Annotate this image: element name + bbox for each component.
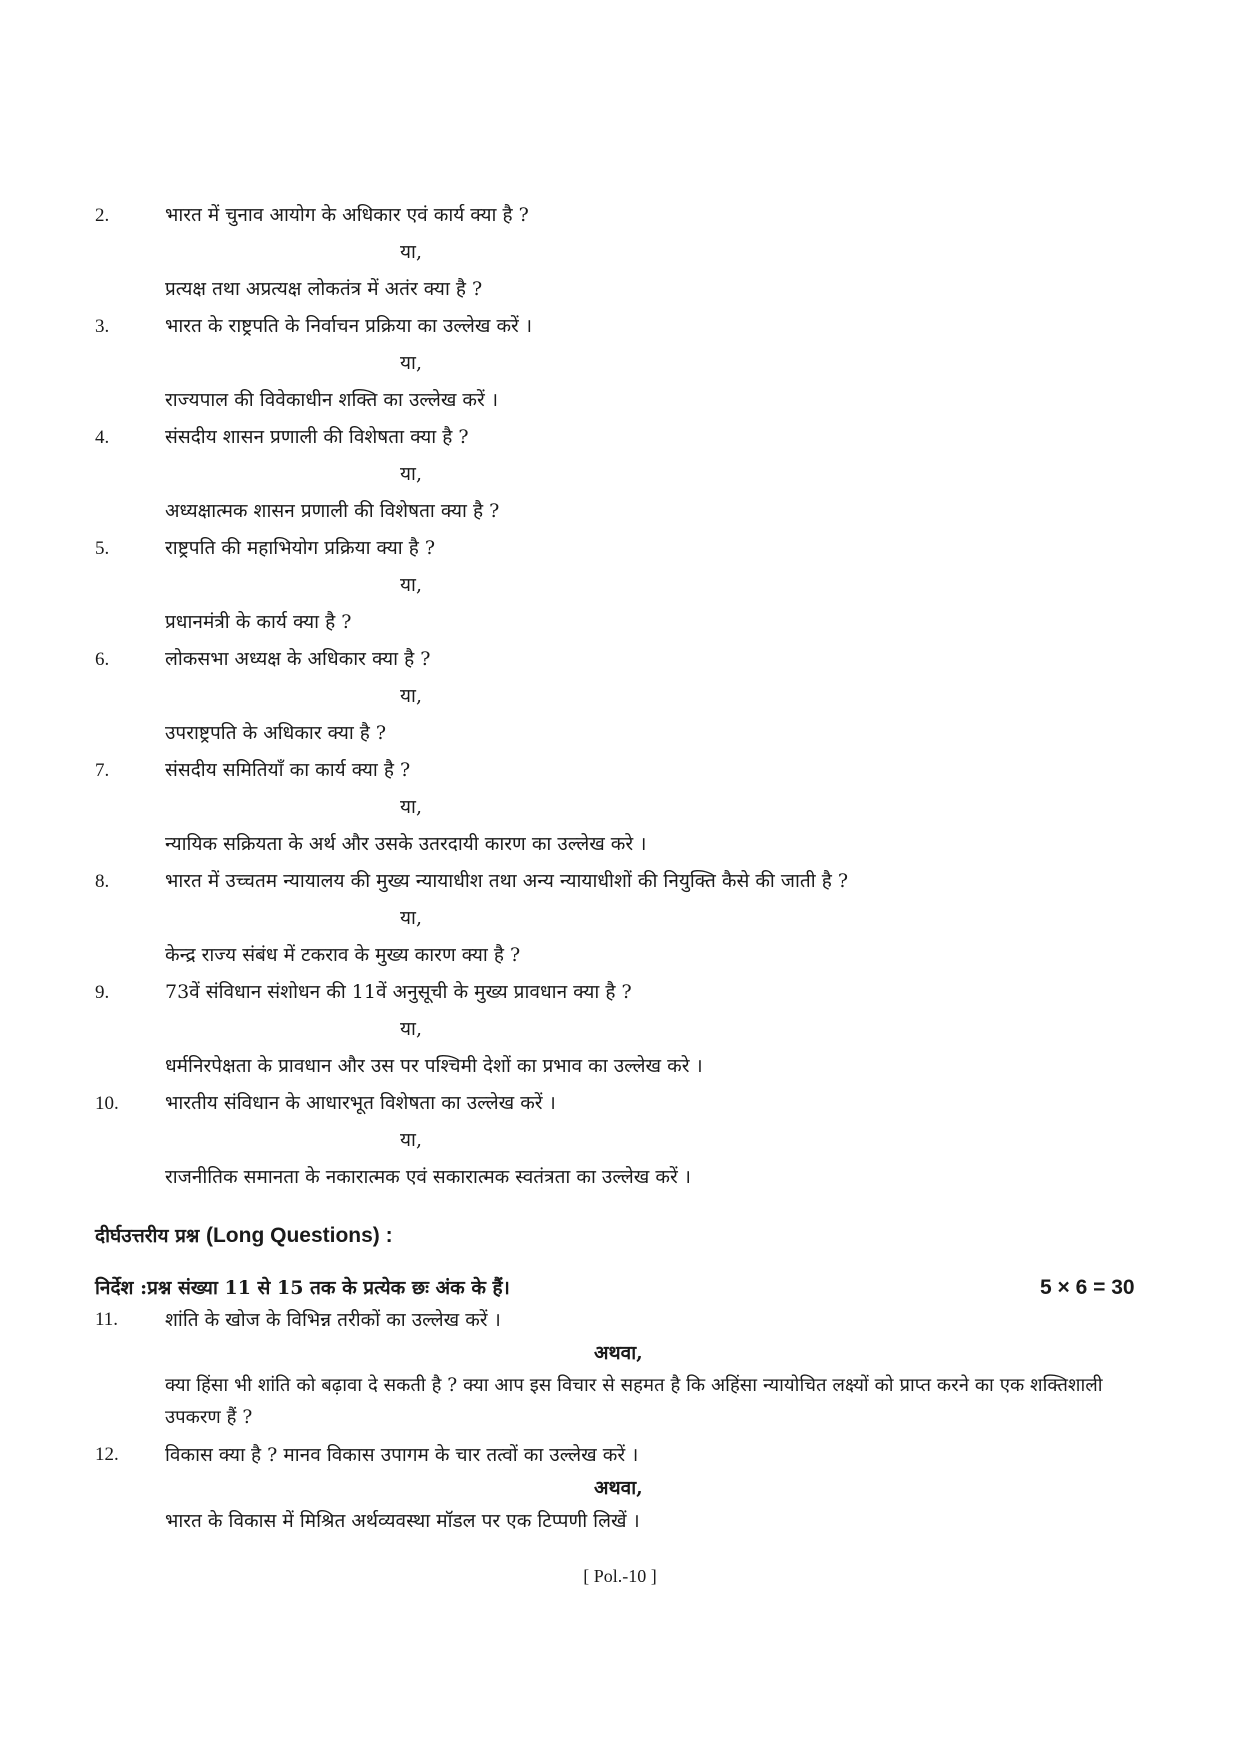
question-item	[95, 752, 1155, 789]
question-number: 12.	[95, 1444, 119, 1465]
or-label: या,	[400, 1018, 422, 1040]
question-number: 8.	[95, 871, 110, 892]
marks-total: 5 × 6 = 30	[1040, 1276, 1135, 1299]
question-number: 2.	[95, 205, 110, 226]
alternate-question: प्रधानमंत्री के कार्य क्या है ?	[165, 611, 352, 633]
alternate-question: उपराष्ट्रपति के अधिकार क्या है ?	[165, 722, 387, 744]
question-text: भारत के राष्ट्रपति के निर्वाचन प्रक्रिया का उल्लेख करें ।	[165, 315, 533, 337]
question-text: भारत में उच्चतम न्यायालय की मुख्य न्यायाधीश तथा अन्य न्यायाधीशों की नियुक्ति कैसे की जाती है ?	[165, 870, 849, 892]
section-heading	[95, 1221, 393, 1251]
question-text: शांति के खोज के विभिन्न तरीकों का उल्लेख करें ।	[165, 1309, 501, 1331]
section-heading-english: (Long Questions) :	[205, 1224, 393, 1247]
question-number: 9.	[95, 982, 110, 1003]
or-label: या,	[400, 241, 422, 263]
alternate-question: केन्द्र राज्य संबंध में टकराव के मुख्य कारण क्या है ?	[165, 944, 521, 966]
or-label: या,	[400, 1129, 422, 1151]
question-item	[95, 974, 1155, 1011]
question-item	[95, 863, 1155, 900]
question-text: लोकसभा अध्यक्ष के अधिकार क्या है ?	[165, 648, 431, 670]
or-label: अथवा,	[594, 1342, 643, 1364]
question-text: राष्ट्रपति की महाभियोग प्रक्रिया क्या है ?	[165, 537, 436, 559]
instruction-text: निर्देश :प्रश्न संख्या 11 से 15 तक के प्रत्येक छः अंक के हैं।	[95, 1277, 510, 1299]
question-text: भारतीय संविधान के आधारभूत विशेषता का उल्लेख करें ।	[165, 1092, 556, 1114]
or-label: या,	[400, 352, 422, 374]
question-item	[95, 530, 1155, 567]
question-number: 3.	[95, 316, 110, 337]
page-footer: [ Pol.-10 ]	[583, 1566, 657, 1586]
question-number: 10.	[95, 1093, 119, 1114]
or-label: या,	[400, 796, 422, 818]
question-text: विकास क्या है ? मानव विकास उपागम के चार तत्वों का उल्लेख करें ।	[165, 1444, 639, 1466]
question-text: संसदीय समितियाँ का कार्य क्या है ?	[165, 759, 411, 781]
question-item	[95, 641, 1155, 678]
question-number: 5.	[95, 538, 110, 559]
question-text: 73वें संविधान संशोधन की 11वें अनुसूची के मुख्य प्रावधान क्या है ?	[165, 981, 632, 1003]
question-text: भारत में चुनाव आयोग के अधिकार एवं कार्य क्या है ?	[165, 204, 529, 226]
section-heading-hindi: दीर्घउत्तरीय प्रश्न	[95, 1225, 200, 1247]
or-label: या,	[400, 907, 422, 929]
alternate-question: भारत के विकास में मिश्रित अर्थव्यवस्था मॉडल पर एक टिप्पणी लिखें ।	[165, 1510, 640, 1532]
alternate-question: राजनीतिक समानता के नकारात्मक एवं सकारात्मक स्वतंत्रता का उल्लेख करें ।	[165, 1166, 691, 1188]
question-text: संसदीय शासन प्रणाली की विशेषता क्या है ?	[165, 426, 469, 448]
question-number: 6.	[95, 649, 110, 670]
question-item	[95, 419, 1155, 456]
question-number: 4.	[95, 427, 110, 448]
or-label: या,	[400, 685, 422, 707]
question-item	[95, 1085, 1155, 1122]
alternate-question: धर्मनिरपेक्षता के प्रावधान और उस पर पश्चिमी देशों का प्रभाव का उल्लेख करे ।	[165, 1055, 703, 1077]
or-label: अथवा,	[594, 1477, 643, 1499]
question-number: 11.	[95, 1309, 119, 1330]
question-number: 7.	[95, 760, 110, 781]
question-item	[95, 1440, 1155, 1470]
question-item	[95, 197, 1155, 234]
or-label: या,	[400, 574, 422, 596]
alternate-question: प्रत्यक्ष तथा अप्रत्यक्ष लोकतंत्र में अतंर क्या है ?	[165, 278, 483, 300]
alternate-question: क्या हिंसा भी शांति को बढ़ावा दे सकती है ? क्या आप इस विचार से सहमत है कि अहिंसा न्यायोचित लक्ष्यों को प्राप्त करने का एक शक्तिशाली उपकरण हैं ?	[165, 1375, 1103, 1428]
question-item	[95, 308, 1155, 345]
alternate-question: न्यायिक सक्रियता के अर्थ और उसके उतरदायी कारण का उल्लेख करे ।	[165, 833, 647, 855]
question-item	[95, 1305, 1155, 1335]
alternate-question: अध्यक्षात्मक शासन प्रणाली की विशेषता क्या है ?	[165, 500, 500, 522]
alternate-question: राज्यपाल की विवेकाधीन शक्ति का उल्लेख करें ।	[165, 389, 499, 411]
or-label: या,	[400, 463, 422, 485]
